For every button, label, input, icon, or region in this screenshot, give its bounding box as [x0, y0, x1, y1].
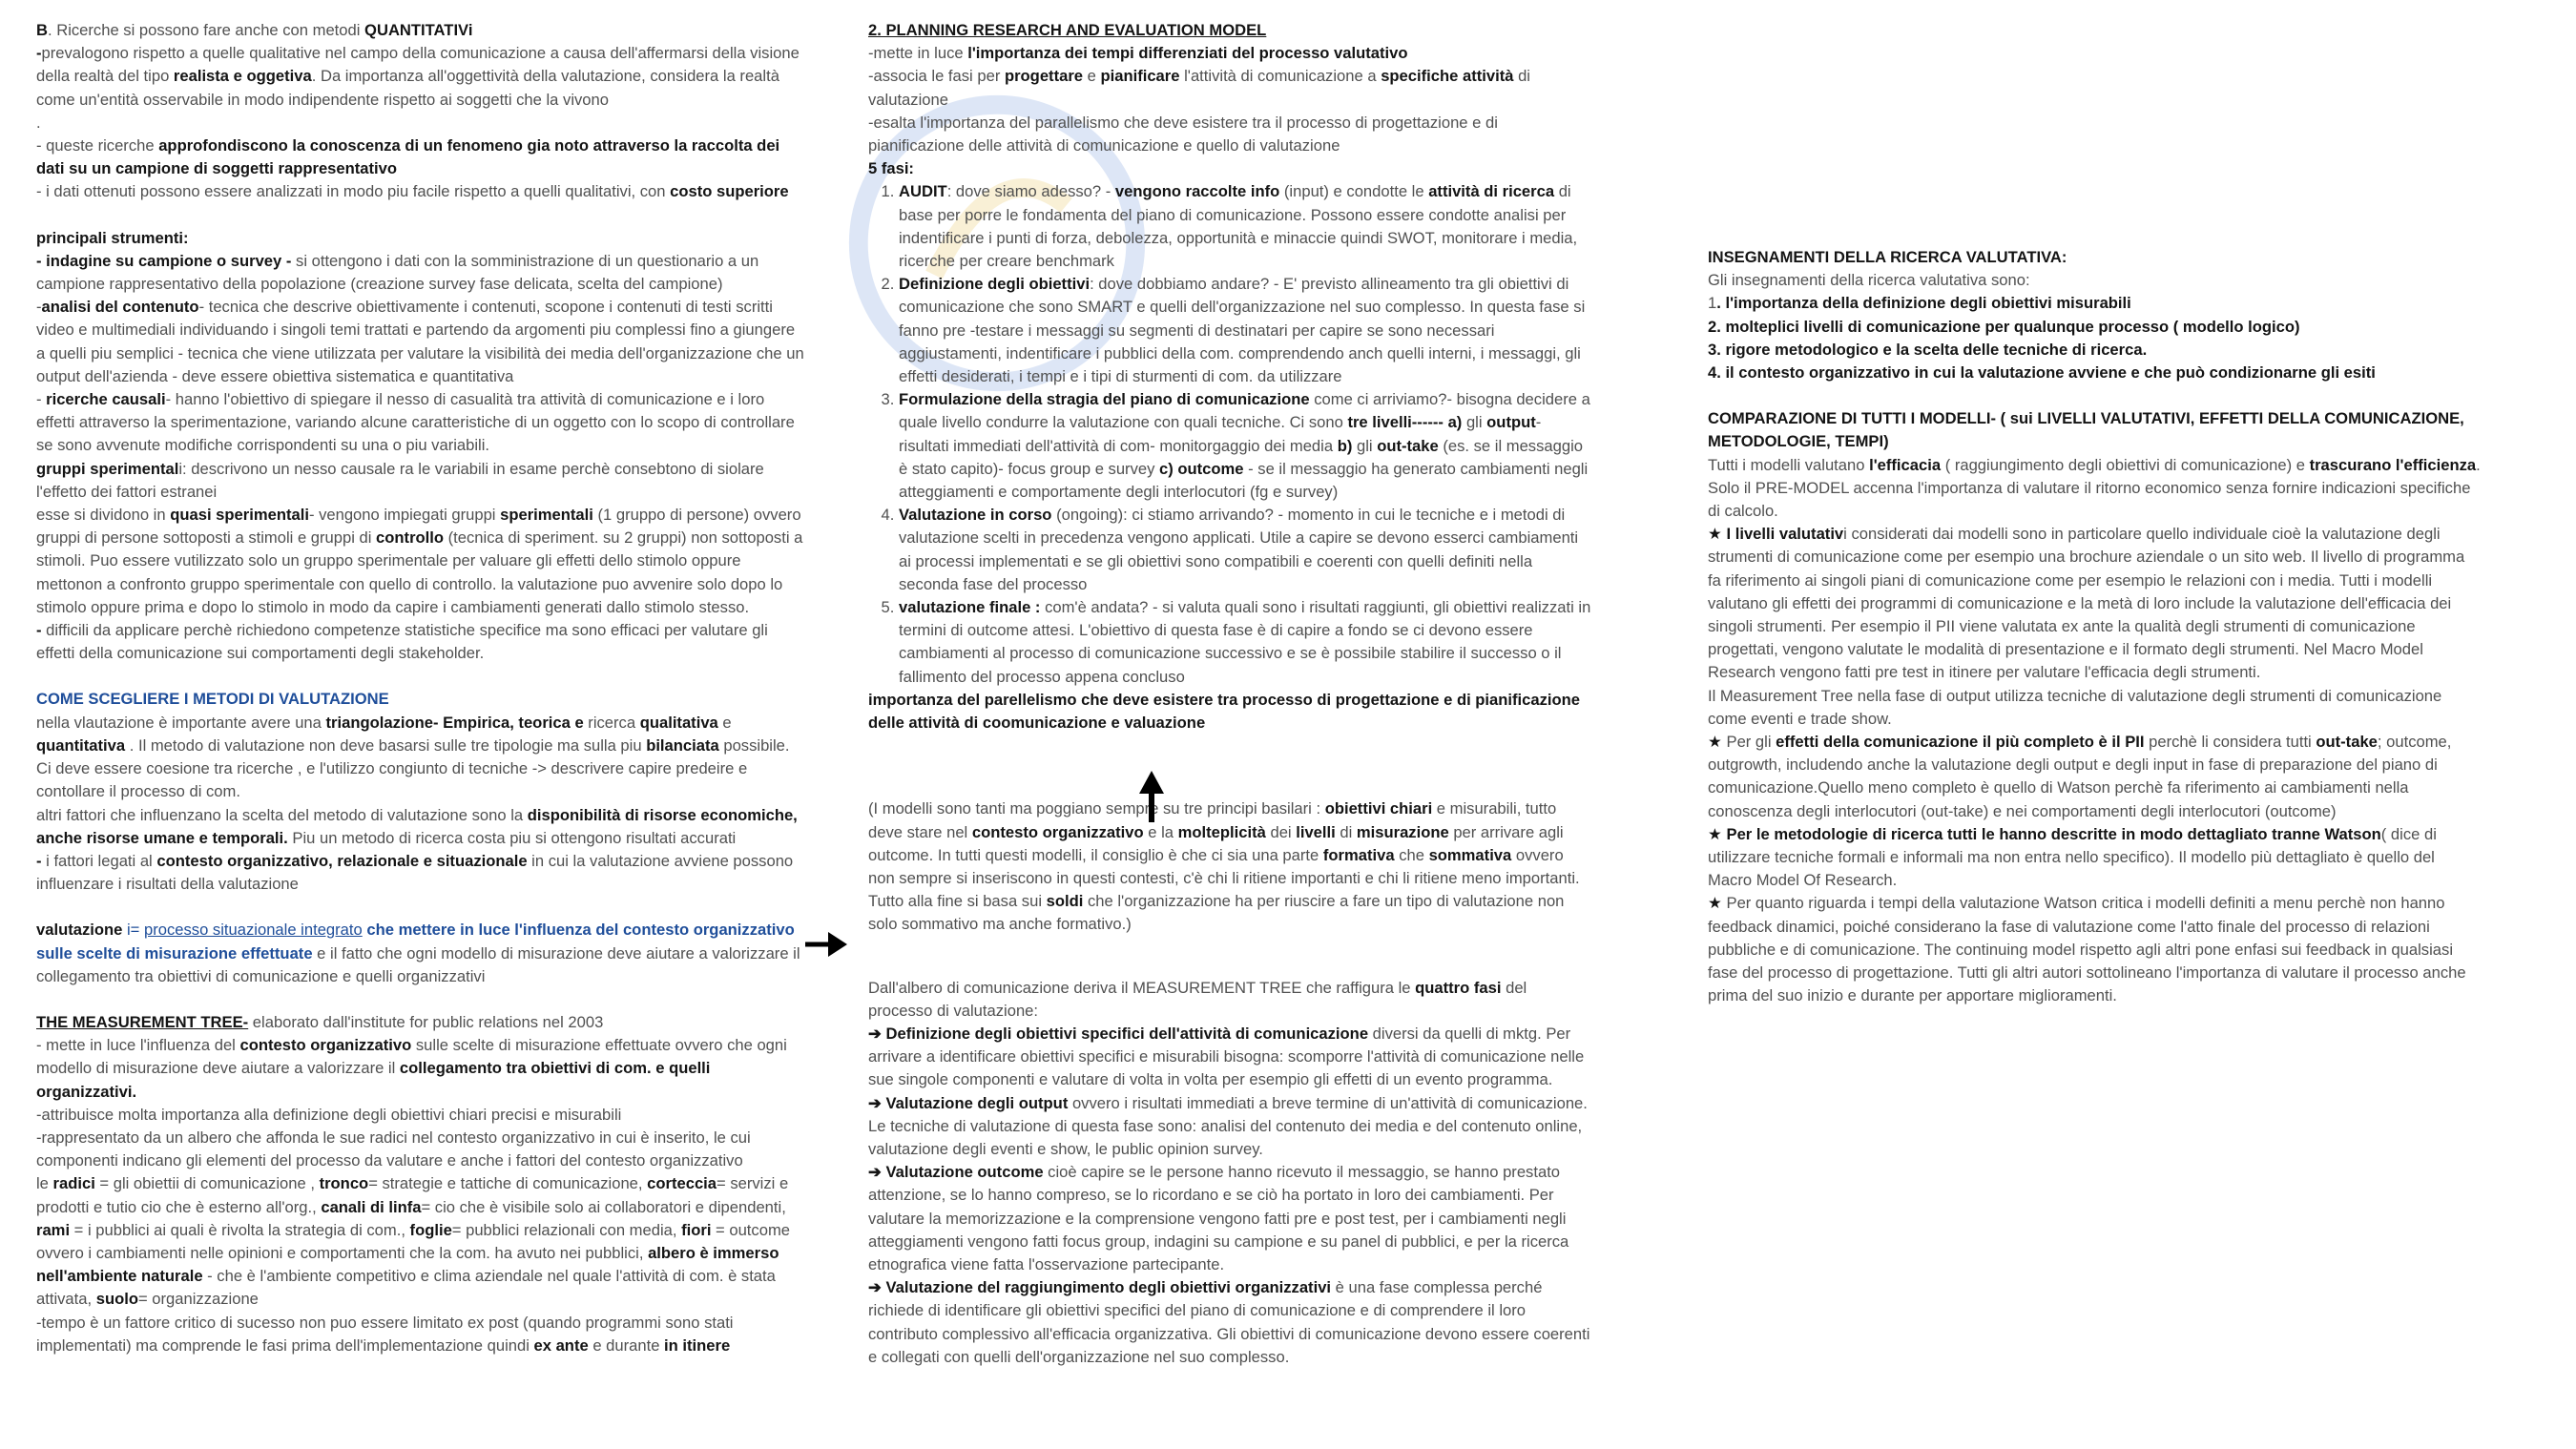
measurement-tree-intro: THE MEASUREMENT TREE- elaborato dall'institute for public relations nel 2003 — [36, 1012, 604, 1031]
planning-heading: 2. PLANNING RESEARCH AND EVALUATION MODEL — [868, 21, 1267, 39]
tools-heading: principali strumenti: — [36, 228, 189, 247]
tree-phase: ➔ Definizione degli obiettivi specifici dell'attività di comunicazione diversi da quelli di mktg. Per arrivare a identificare obiettivi specifici e misurabili bisogna: scomporre l'attività di comunicazione nelle sue singole componenti e valutare di volta in volta per esempio gli effetti di un evento programma. — [868, 1024, 1585, 1089]
tool-item: - difficili da applicare perchè richiedono competenze statistiche specifice ma sono efficaci per valutare gli effetti della comunicazione sui comportamenti degli stakeholder. — [36, 621, 768, 663]
phases-list — [868, 180, 1593, 688]
star-icon: ★ — [1708, 733, 1722, 752]
spacer-dot: . — [36, 113, 41, 132]
tool-item: gruppi sperimentali: descrivono un nesso causale ra le variabili in esame perchè consebtono di siolare l'effetto dei fattori estranei — [36, 459, 764, 501]
planning-point: -esalta l'importanza del parallelismo che deve esistere tra il processo di progettazione e di pianificazione delle attività di comunicazione e quello di valutazione — [868, 113, 1498, 155]
comparison-paragraph: ★ I livelli valutativi considerati dai modelli sono in particolare quello individuale cioè la valutazione degli strumenti di comunicazione come per esempio una brochure aziendale o un sito web. Il livello di programma fa riferimento ai singoli piani di comunicazione come per esempio le relazioni con i media. Tutti i modelli valutano gli effetti dei programmi di comunicazione e la metà di loro include la valutazione dell'efficacia dei singoli strumenti. Per esempio il PII viene valutata ex ante la qualità degli strumenti di comunicazione progettati, vengono valutate le modalità di presentazione e il formato degli strumenti. Nel Macro Model Research vengono fatti pre test in itinere per valutare l'efficacia degli strumenti. — [1708, 525, 2465, 682]
lesson-item: 1. l'importanza della definizione degli obiettivi misurabili — [1708, 294, 2131, 313]
tree-point: -tempo è un fattore critico di sucesso non puo essere limitato ex post (quando programmi sono stati implementati) ma comprende le fasi prima dell'implementazione quindi ex ante e durante in itinere — [36, 1313, 734, 1355]
choose-paragraph: altri fattori che influenzano la scelta del metodo di valutazione sono la disponibilità di risorse economiche, anche risorse umane e temporali. Piu un metodo di ricerca costa piu si ottengono risultati accurati — [36, 805, 798, 847]
quant-paragraph: - i dati ottenuti possono essere analizzati in modo piu facile rispetto a quelli qualitativi, con costo superiore — [36, 182, 789, 201]
lessons-heading: INSEGNAMENTI DELLA RICERCA VALUTATIVA: — [1708, 248, 2067, 266]
tree-phases-intro: Dall'albero di comunicazione deriva il MEASUREMENT TREE che raffigura le quattro fasi del processo di valutazione: — [868, 978, 1527, 1020]
planning-point: -associa le fasi per progettare e pianificare l'attività di comunicazione a specifiche attività di valutazione — [868, 67, 1530, 109]
phase-item: 4. Valutazione in corso (ongoing): ci stiamo arrivando? - momento in cui le tecniche e i metodi di valutazione scelti in precedenza vengono applicati. Utile a capire se devono esserci cambiamenti ai processi implementati e se gli obiettivi sono compatibili e coerenti con quelli definiti nella seconda fase del processo — [899, 504, 1593, 596]
tree-point: -rappresentato da un albero che affonda le sue radici nel contesto organizzativo in cui è inserito, le cui componenti indicano gli elementi del processo da valutare e anche i fattori del contesto organizzativo — [36, 1128, 751, 1170]
tree-phase: ➔ Valutazione del raggiungimento degli obiettivi organizzativi è una fase complessa perché richiede di identificare gli obiettivi specifici del piano di comunicazione e di comprendere il loro contributo complessivo all'efficacia organizzativa. Gli obiettivi di comunicazione devono essere coerenti e collegati con quelli dell'organizzazione nel suo complesso. — [868, 1278, 1590, 1366]
parallelism-note: importanza del parellelismo che deve esistere tra processo di progettazione e di pianificazione delle attività di coomunicazione e valuazione — [868, 690, 1581, 733]
star-icon: ★ — [1708, 824, 1722, 843]
left-column — [36, 19, 807, 1357]
up-arrow-icon — [1137, 769, 1166, 824]
comparison-paragraph: Tutti i modelli valutano l'efficacia ( raggiungimento degli obiettivi di comunicazione) e trascurano l'efficienza. Solo il PRE-MODEL accenna l'importanza di valutare il ritorno economico senza fornire indicazioni specifiche di calcolo. — [1708, 455, 2481, 521]
tool-item: esse si dividono in quasi sperimentali- vengono impiegati gruppi sperimentali (1 gruppo di persone) ovvero gruppi di persone sottoposti a stimoli e gruppi di controllo (tecnica di speriment. su 2 gruppi) non sottoposti a stimoli. Puo essere vutilizzato solo un gruppo sperimentale per valuare gli effetti dello stimolo oppure mettonon a confronto gruppo sperimentale con quello di controllo. la valutazione puo avvenire solo dopo lo stimolo oppure prima e dopo lo stimolo in modo da capire i cambiamenti generati dallo stimolo stesso. — [36, 506, 803, 616]
tool-item: - indagine su campione o survey - si ottengono i dati con la somministrazione di un questionario a un campione rappresentativo della popolazione (creazione survey fase delicata, scelta del campione) — [36, 251, 759, 294]
phase-item: 5. valutazione finale : com'è andata? - si valuta quali sono i risultati raggiunti, gli obiettivi realizzati in termini di outcome attesi. L'obiettivo di questa fase è di capire a fondo se ci devono essere cambiamenti al processo di comunicazione successivo e se è possibile stabilire il successo o il fallimento del processo appena concluso — [899, 596, 1593, 689]
star-icon: ★ — [1708, 525, 1722, 544]
choose-methods-heading: COME SCEGLIERE I METODI DI VALUTAZIONE — [36, 690, 389, 709]
models-paragraph: (I modelli sono tanti ma poggiano sempre su tre principi basilari : obiettivi chiari e misurabili, tutto deve stare nel contesto organizzativo e la molteplicità dei livelli di misurazione per arrivare agli outcome. In tutti questi modelli, il consiglio è che ci sia una parte formativa che sommativa ovvero non sempre si inseriscono in questi contesti, c'è chi li ritiene importanti e chi li ritiene meno importanti. Tutto alla fine si basa sui soldi che l'organizzazione ha per riuscire a fare un tipo di valutazione non solo sommativo ma anche formativo.) — [868, 799, 1580, 934]
lesson-item: 4. il contesto organizzativo in cui la valutazione avviene e che può condizionarne gli esiti — [1708, 363, 2376, 383]
measurement-tree-heading: THE MEASUREMENT TREE- — [36, 1012, 249, 1031]
choose-paragraph: nella vlautazione è importante avere una triangolazione- Empirica, teorica e ricerca qualitativa e quantitativa . Il metodo di valutazione non deve basarsi sulle tre tipologie ma sulla piu bilanciata possibile. Ci deve essere coesione tra ricerche , e l'utilizzo congiunto di tecniche -> descrivere capire predeire e contollare il processo di com. — [36, 713, 790, 801]
middle-column — [868, 19, 1593, 1369]
lessons-intro: Gli insegnamenti della ricerca valutativa sono: — [1708, 271, 2030, 290]
right-column — [1708, 246, 2481, 1008]
lesson-item: 3. rigore metodologico e la scelta delle tecniche di ricerca. — [1708, 340, 2148, 359]
planning-point: -mette in luce l'importanza dei tempi differenziati del processo valutativo — [868, 44, 1408, 63]
comparison-paragraph: ★ Per gli effetti della comunicazione il più completo è il PII perchè li considera tutti out-take; outcome, outgrowth, includendo anche la valutazione degli output e degli input in fase di preparazione del piano di comunicazione.Quello meno completo è quello di Watson perchè fa riferimento ai cambiamenti nella conoscenza degli interlocutori (out-take) e nei comportamenti degli interlocutori (outcome) — [1708, 733, 2452, 820]
phase-item: 1. AUDIT: dove siamo adesso? - vengono raccolte info (input) e condotte le attività di ricerca di base per porre le fondamenta del piano di comunicazione. Possono essere condotte analisi per indentificare i punti di forza, debolezza, opportunità e minaccie quindi SWOT, monitorare i media, ricerche per creare benchmark — [899, 180, 1593, 273]
tree-point: -attribuisce molta importanza alla definizione degli obiettivi chiari precisi e misurabili — [36, 1105, 622, 1124]
tree-point: le radici = gli obiettii di comunicazione , tronco= strategie e tattiche di comunicazione, corteccia= servizi e prodotti e tutio cio che è esterno all'org., canali di linfa= cio che è visibile solo ai collaboratori e dipendenti, rami = i pubblici ai quali è rivolta la strategia di com., foglie= pubblici relazionali con media, fiori = outcome ovvero i cambiamenti nelle opinioni e comportamenti che la com. ha avuto nei pubblici, albero è immerso nell'ambiente naturale - che è l'ambiente competitivo e clima aziendale nel quale l'attività di com. è stata attivata, suolo= organizzazione — [36, 1174, 790, 1309]
valutazione-paragraph: valutazione i= processo situazionale integrato che mettere in luce l'influenza del contesto organizzativo sulle scelte di misurazione effettuate e il fatto che ogni modello di misurazione deve aiutare a valorizzare il collegamento tra obiettivi di comunicazione e quelli organizzativi — [36, 921, 800, 985]
comparison-heading: COMPARAZIONE DI TUTTI I MODELLI- ( sui LIVELLI VALUTATIVI, EFFETTI DELLA COMUNICAZIONE, METODOLOGIE, TEMPI) — [1708, 409, 2464, 451]
star-icon: ★ — [1708, 894, 1722, 913]
tree-phase: ➔ Valutazione degli output ovvero i risultati immediati a breve termine di un'attività di comunicazione. Le tecniche di valutazione di questa fase sono: analisi del contenuto dei media e del contenuto online, valutazione degli eventi e show, le public opinion survey. — [868, 1093, 1588, 1158]
phases-label: 5 fasi: — [868, 159, 914, 178]
tool-item: -analisi del contenuto- tecnica che descrive obiettivamente i contenuti, scopone i contenuti di testi scritti video e multimediali individuando i singoli temi trattati e partendo da argomenti piu complessi fino a giungere a quelli piu semplici - tecnica che viene utilizzata per valutare la visibilità dei media dell'organizzazione che un output dell'azienda - deve essere obiettiva sistematica e quantitativa — [36, 298, 804, 385]
quant-paragraph: - queste ricerche approfondiscono la conoscenza di un fenomeno gia noto attraverso la raccolta dei dati su un campione di soggetti rappresentativo — [36, 136, 780, 178]
lesson-item: 2. molteplici livelli di comunicazione per qualunque processo ( modello logico) — [1708, 317, 2300, 336]
tree-point: - mette in luce l'influenza del contesto organizzativo sulle scelte di misurazione effettuate ovvero che ogni modello di misurazione deve aiutare a valorizzare il collegamento tra obiettivi di com. e quelli organizzativi. — [36, 1036, 787, 1101]
comparison-paragraph: ★ Per quanto riguarda i tempi della valutazione Watson critica i modelli definiti a menu perchè non hanno feedback dinamici, poiché considerano la fase di valutazione come l'atto finale del processo di relazioni pubbliche e di comunicazione. The continuing model rispetto agli altri pone enfasi sui feedback in qualsiasi fase del processo di progettazione. Tutti gli altri autori sottolineano l'importanza di valutare il processo anche prima del suo inizio e durante per apportare miglioramenti. — [1708, 894, 2466, 1005]
quant-paragraph: -prevalogono rispetto a quelle qualitative nel campo della comunicazione a causa dell'affermarsi della visione della realtà del tipo realista e oggetiva. Da importanza all'oggettività della valutazione, considera la realtà come un'entità osservabile in modo indipendente rispetto ai soggetti che la vivono — [36, 44, 800, 109]
phase-item: 2. Definizione degli obiettivi: dove dobbiamo andare? - E' previsto allineamento tra gli obiettivi di comunicazione che sono SMART e quelli dell'organizzazione nel suo complesso. In questa fase si fanno pre -testare i messaggi su segmenti di destinatari per capire se sono necessari aggiustamenti, indentificare i pubblici della com. comprendendo anch quelli interni, i messaggi, gli effetti desiderati, i tempi e i tipi di sturmenti di com. da utilizzare — [899, 273, 1593, 388]
tool-item: - ricerche causali- hanno l'obiettivo di spiegare il nesso di casualità tra attività di comunicazione e i loro effetti attraverso la sperimentazione, variando alcune caratteristiche di un oggetto con lo scopo di controllare se sono avvenute modifiche corrispondenti su una o piu variabili. — [36, 390, 795, 455]
quant-heading: B. Ricerche si possono fare anche con metodi QUANTITATIVi — [36, 21, 473, 39]
comparison-paragraph: Il Measurement Tree nella fase di output utilizza tecniche di valutazione degli strumenti di comunicazione come eventi e trade show. — [1708, 686, 2442, 728]
phase-item: 3. Formulazione della stragia del piano di comunicazione come ci arriviamo?- bisogna decidere a quale livello condurre la valutazione con quali tecniche. Ci sono tre livelli------ a) gli output- risultati immediati dell'attività di com- monitorgaggio dei media b) gli out-take (es. se il messaggio è stato capito)- focus group e survey c) outcome - se il messaggio ha generato cambiamenti negli atteggiamenti e comportamente degli interlocutori (fg e survey) — [899, 388, 1593, 504]
choose-paragraph: - i fattori legati al contesto organizzativo, relazionale e situazionale in cui la valutazione avviene possono influenzare i risultati della valutazione — [36, 851, 794, 894]
comparison-paragraph: ★ Per le metodologie di ricerca tutti le hanno descritte in modo dettagliato tranne Watson( dice di utilizzare tecniche formali e informali ma non entra nello specifico). Il modello più dettagliato è quello del Macro Model Of Research. — [1708, 824, 2437, 890]
right-arrow-icon — [803, 928, 849, 961]
tree-phase: ➔ Valutazione outcome cioè capire se le persone hanno ricevuto il messaggio, se hanno prestato attenzione, se lo hanno compreso, se lo ricordano e se ciò ha portato in loro dei cambiamenti. Per valutare la memorizzazione e la comprensione vengono fatti pre e post test, per i cambiamenti negli atteggiamenti vengono fatti focus group, indagini su campione e su panel di pubblici, e per la ricerca etnografica viene fatta l'osservazione partecipante. — [868, 1163, 1569, 1273]
